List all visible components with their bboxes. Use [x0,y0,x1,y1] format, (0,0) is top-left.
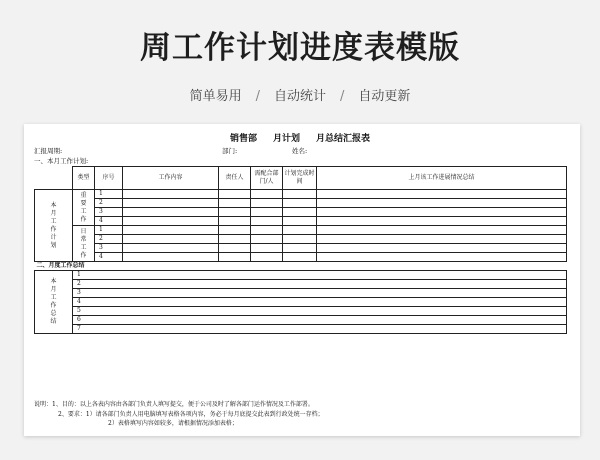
header-coop: 需配合部门/人 [251,167,283,190]
report-meta [34,146,566,156]
feature-easy: 简单易用 [189,89,242,104]
header-type: 类型 [73,167,95,190]
report-title [34,132,566,146]
plan-group-label: 本月工作计划 [35,190,73,262]
row-seq: 3 [95,244,123,253]
report-notes [34,400,324,429]
table-row [35,199,567,208]
table-row [35,208,567,217]
table-row [35,325,567,334]
separator: / [340,89,345,104]
header-owner: 责任人 [219,167,251,190]
report-title-summary: 月总结汇报表 [316,134,371,144]
header-deadline: 计划完成时间 [283,167,317,190]
section-summary-title: 二、月度工作总结 [35,262,567,271]
table-row [35,271,567,280]
category-important: 重要工作 [73,190,95,226]
header-blank [35,167,73,190]
header-progress: 上月该工作进展情况总结 [317,167,567,190]
note-requirement-2: 2）表格填写内容如较多，请根据情况添加表格； [108,420,238,427]
summary-group-label: 本月工作总结 [35,271,73,334]
note-requirement-1: 2、要求：1）请各部门负责人用电脑填写表格各项内容，务必于每月底提交此表到行政处统一存档； [58,410,324,418]
name-label: 姓名: [292,147,308,155]
row-seq: 2 [95,199,123,208]
table-row [35,226,567,235]
table-row [35,298,567,307]
row-seq: 3 [73,289,567,298]
report-sheet [24,124,580,436]
category-routine: 日常工作 [73,226,95,262]
table-row [35,280,567,289]
row-seq: 1 [95,226,123,235]
table-header-row [35,167,567,190]
row-seq: 4 [95,253,123,262]
table-row [35,253,567,262]
row-seq: 2 [73,280,567,289]
row-seq: 4 [95,217,123,226]
dept-label: 部门: [222,147,238,155]
table-row [35,190,567,199]
report-title-dept: 销售部 [229,134,257,144]
row-seq: 4 [73,298,567,307]
row-seq: 1 [73,271,567,280]
page-title: 周工作计划进度表模版 [140,30,460,66]
section-summary-row [35,262,567,271]
separator: / [255,89,260,104]
header-seq: 序号 [95,167,123,190]
row-seq: 6 [73,316,567,325]
row-seq: 3 [95,208,123,217]
table-row [35,244,567,253]
header-content: 工作内容 [123,167,219,190]
note-purpose: 说明：1、目的：以上各表内容由各部门负责人填写提交，便于公司及时了解各部门运作情况及工作部署。 [34,401,314,408]
table-row [35,307,567,316]
section-plan-title: 一、本月工作计划: [34,157,89,165]
report-title-plan: 月计划 [272,134,300,144]
row-seq: 1 [95,190,123,199]
row-seq: 2 [95,235,123,244]
feature-auto-stats: 自动统计 [273,89,326,104]
table-row [35,217,567,226]
period-label: 汇报周期: [34,147,63,155]
table-row [35,289,567,298]
feature-tagline [0,85,600,104]
table-row [35,316,567,325]
row-seq: 7 [73,325,567,334]
table-row [35,235,567,244]
row-seq: 5 [73,307,567,316]
feature-auto-update: 自动更新 [358,89,411,104]
plan-table [34,166,567,334]
